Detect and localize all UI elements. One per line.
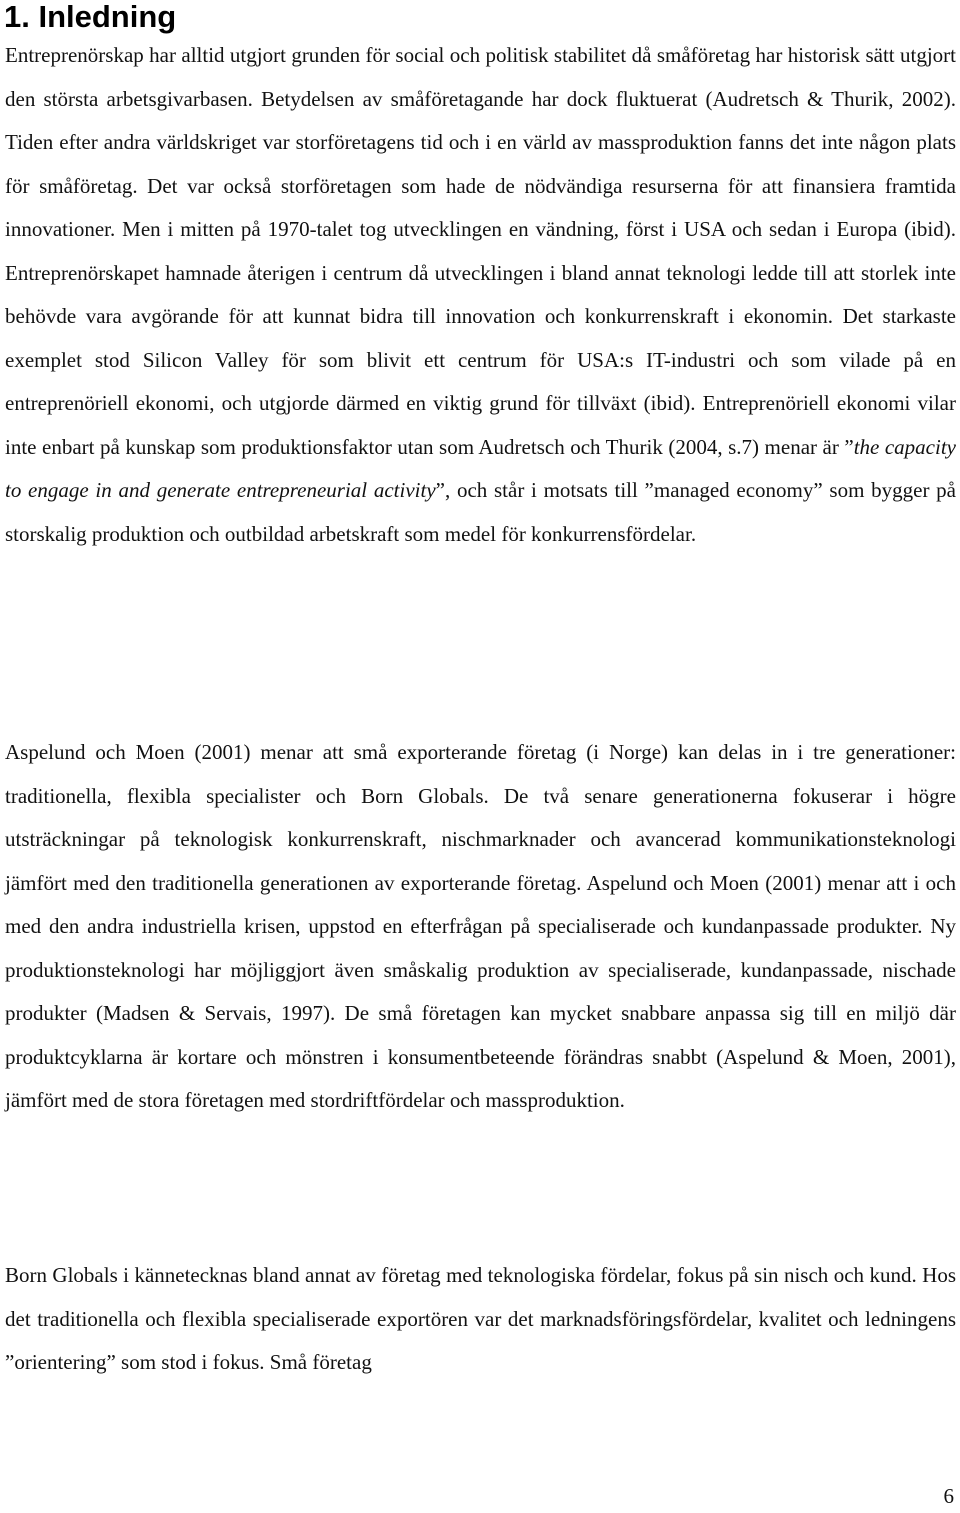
paragraph-intro-text-after: ”, och står i motsats till ”managed economy” som bygger på storskalig produktion och outbildad arbetskraft som medel för konkurrensfördelar. bbox=[5, 478, 956, 546]
paragraph-intro-text-before: Entreprenörskap har alltid utgjort grunden för social och politisk stabilitet då småföretag har historisk sätt utgjort den största arbetsgivarbasen. Betydelsen av småföretagande har dock fluktuerat (Audretsch & Thurik, 2002). Tiden efter andra världskriget var storföretagens tid och i en värld av massproduktion fanns det inte någon plats för småföretag. Det var också storföretagen som hade de nödvändiga resurserna för att finansiera framtida innovationer. Men i mitten på 1970-talet tog utvecklingen en vändning, först i USA och sedan i Europa (ibid). Entreprenörskapet hamnade återigen i centrum då utvecklingen i bland annat teknologi ledde till att storlek inte behövde vara avgörande för att kunnat bidra till innovation och konkurrenskraft i ekonomin. Det starkaste exemplet stod Silicon Valley för som blivit ett centrum för USA:s IT-industri och som vilade på en entreprenöriell ekonomi, och utgjorde därmed en viktig grund för tillväxt (ibid). Entreprenöriell ekonomi vilar inte enbart på kunskap som produktionsfaktor utan som Audretsch och Thurik (2004, s.7) menar är ” bbox=[5, 43, 956, 459]
page-number: 6 bbox=[943, 1484, 954, 1508]
paragraph-intro bbox=[5, 34, 956, 556]
paragraph-generations: Aspelund och Moen (2001) menar att små exporterande företag (i Norge) kan delas in i tre generationer: traditionella, flexibla specialister och Born Globals. De två senare generationerna fokuserar i högre utsträckningar på teknologisk konkurrenskraft, nischmarknader och avancerad kommunikationsteknologi jämfört med den traditionella generationen av exporterande företag. Aspelund och Moen (2001) menar att i och med den andra industriella krisen, uppstod en efterfrågan på specialiserade och kundanpassade produkter. Ny produktionsteknologi har möjliggjort även småskalig produktion av specialiserade, kundanpassade, nischade produkter (Madsen & Servais, 1997). De små företagen kan mycket snabbare anpassa sig till en miljö där produktcyklarna är kortare och mönstren i konsumentbeteende förändras snabbt (Aspelund & Moen, 2001), jämfört med de stora företagen med stordriftfördelar och massproduktion. bbox=[5, 740, 956, 1112]
italic-quote: the capacity to engage in and generate entrepreneurial activity bbox=[5, 434, 956, 502]
section-heading: 1. Inledning bbox=[4, 0, 177, 34]
paragraph-born-globals: Born Globals i kännetecknas bland annat av företag med teknologiska fördelar, fokus på sin nisch och kund. Hos det traditionella och flexibla specialiserade exportören var det marknadsföringsfördelar, kvalitet och ledningens ”orientering” som stod i fokus. Små företag bbox=[5, 1263, 956, 1374]
